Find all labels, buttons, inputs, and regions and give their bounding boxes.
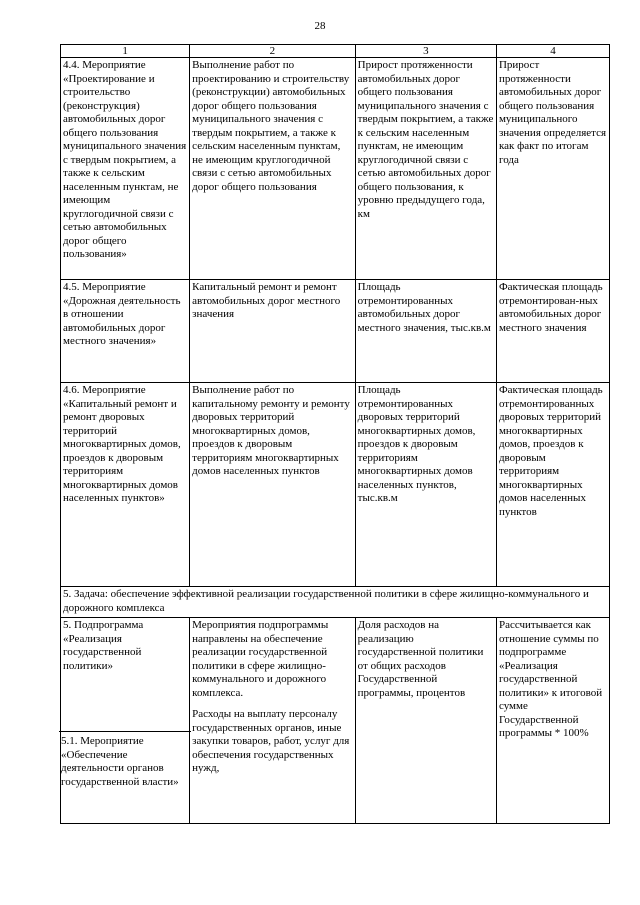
subprogram-calculation-cell: Рассчитывается как отношение суммы по подпрограмме «Реализация государственной политики» к итоговой сумме Государственной программы * 100% xyxy=(496,618,609,824)
subprogram-content-cell xyxy=(190,618,356,824)
calculation-method-cell: Фактическая площадь отремонтирован-ных автомобильных дорог местного значения xyxy=(496,280,609,383)
measure-name-cell: 4.6. Мероприятие «Капитальный ремонт и ремонт дворовых территорий многоквартирных домов, проездов к дворовым территориям многоквартирных домов населенных пунктов» xyxy=(61,383,190,587)
subprogram-indicator-cell: Доля расходов на реализацию государственной политики от общих расходов Государственной программы, процентов xyxy=(355,618,496,824)
measure-name-cell: 4.5. Мероприятие «Дорожная деятельность в отношении автомобильных дорог местного значения» xyxy=(61,280,190,383)
subprogram-row xyxy=(61,618,610,824)
measure-content-cell: Выполнение работ по капитальному ремонту и ремонту дворовых территорий многоквартирных домов, проездов к дворовым территориям многоквартирных домов населенных пунктов xyxy=(190,383,356,587)
indicator-cell: Площадь отремонтированных автомобильных дорог местного значения, тыс.кв.м xyxy=(355,280,496,383)
table-row xyxy=(61,58,610,280)
subprogram-title: 5. Подпрограмма «Реализация государственной политики» xyxy=(63,619,144,672)
indicator-cell: Прирост протяженности автомобильных дорог общего пользования муниципального значения с твердым покрытием, а также к сельским населенным пунктам, не имеющим круглогодичной связи с сетью автомобильных дорог общего пользования, к уровню предыдущего года, км xyxy=(355,58,496,280)
header-cell-2: 2 xyxy=(190,45,356,58)
indicators-table xyxy=(60,44,610,824)
page-number: 28 xyxy=(314,20,326,32)
indicator-cell: Площадь отремонтированных дворовых территорий многоквартирных домов, проездов к дворовым территориям многоквартирных домов населенных пунктов, тыс.кв.м xyxy=(355,383,496,587)
header-cell-3: 3 xyxy=(355,45,496,58)
measure-content-cell: Выполнение работ по проектированию и строительству (реконструкции) автомобильных дорог общего пользования муниципального значения с твердым покрытием, а также к сельским населенным пунктам, не имеющим круглогодичной связи с сетью автомобильных дорог общего пользования xyxy=(190,58,356,280)
measure-name-cell: 4.4. Мероприятие «Проектирование и строительство (реконструкция) автомобильных дорог общего пользования муниципального значения с твердым покрытием, а также к сельским населенным пунктам, не имеющим круглогодичной связи с сетью автомобильных дорог общего пользования» xyxy=(61,58,190,280)
table-row xyxy=(61,280,610,383)
subprogram-content-paragraph-2: Расходы на выплату персоналу государственных органов, иные закупки товаров, работ, услуг для обеспечения государственных нужд, xyxy=(192,708,350,774)
calculation-method-cell: Прирост протяженности автомобильных дорог общего пользования муниципального значения определяется как факт по итогам года xyxy=(496,58,609,280)
table-row xyxy=(61,383,610,587)
table-header-row xyxy=(61,45,610,58)
header-cell-1: 1 xyxy=(61,45,190,58)
task-row xyxy=(61,587,610,618)
calculation-method-cell: Фактическая площадь отремонтированных дворовых территорий многоквартирных домов, проездов к дворовым территориям многоквартирных домов населенных пунктов xyxy=(496,383,609,587)
header-cell-4: 4 xyxy=(496,45,609,58)
subprogram-name-cell xyxy=(61,618,190,824)
measure-content-cell: Капитальный ремонт и ремонт автомобильных дорог местного значения xyxy=(190,280,356,383)
subprogram-content-paragraph-1: Мероприятия подпрограммы направлены на обеспечение реализации государственной политики в сфере жилищно-коммунального и дорожного комплекса. xyxy=(192,619,329,699)
task-cell: 5. Задача: обеспечение эффективной реализации государственной политики в сфере жилищно-коммунального и дорожного комплекса xyxy=(61,587,610,618)
subprogram-measure-title: 5.1. Мероприятие «Обеспечение деятельности органов государственной власти» xyxy=(59,731,191,789)
